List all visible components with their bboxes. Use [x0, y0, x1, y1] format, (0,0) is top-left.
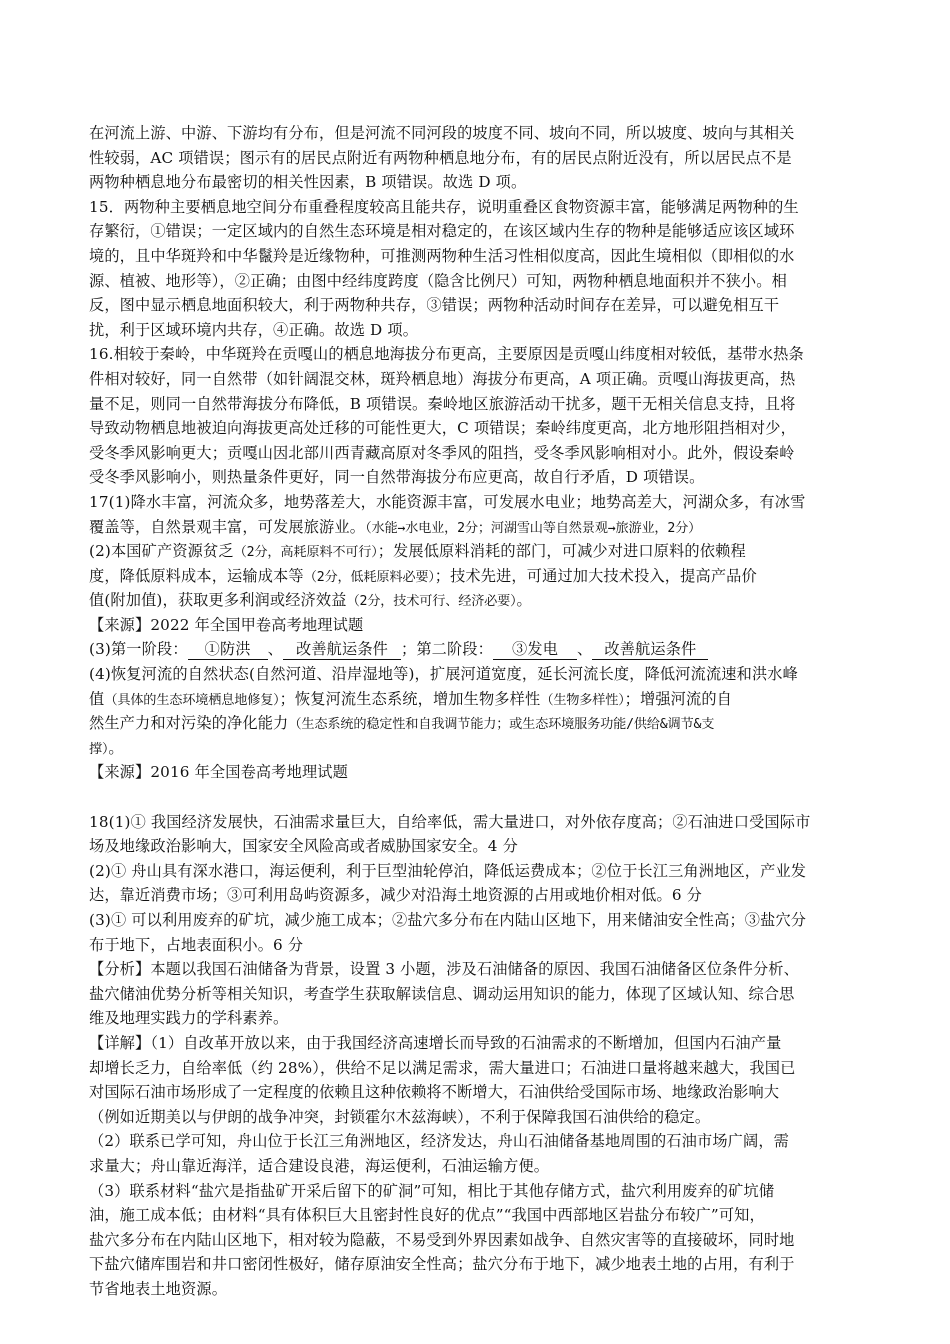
detail-line: 【详解】（1）自改革开放以来，由于我国经济高速增长而导致的石油需求的不断增加，但国内石油产量 [89, 1033, 782, 1052]
text-line: 场及地缘政治影响大，国家安全风险高或者威胁国家安全。4 分 [89, 837, 518, 856]
answer-text: ；增强河流的自 [624, 689, 733, 708]
text-line: 受冬季风影响小，则热量条件更好，同一自然带海拔分布应更高，故自行矛盾，D 项错误。 [89, 468, 705, 487]
scoring-note: （生态系统的稳定性和自我调节能力；或生态环境服务功能/供给&调节&支 [288, 717, 715, 733]
text-line: 布于地下，占地表面积小。6 分 [89, 935, 304, 954]
text-line [89, 687, 867, 712]
answer-text: (2)本国矿产资源贫乏 [89, 542, 234, 561]
answer-text: ；发展低原料消耗的部门，可减少对进口原料的依赖程 [377, 542, 746, 561]
detail-line: 求量大；舟山靠近海洋，适合建设良港，海运便利，石油运输方便。 [89, 1156, 550, 1175]
text-line: 在河流上游、中游、下游均有分布，但是河流不同河段的坡度不同、坡向不同，所以坡度、坡向与其相关 [89, 124, 795, 142]
analysis-line: 【分析】本题以我国石油储备为背景，设置 3 小题，涉及石油储备的原因、我国石油储备区位条件分析、 [89, 960, 799, 979]
scoring-note: （具体的生态环境栖息地修复） [104, 692, 280, 708]
detail-line: （2）联系已学可知，舟山位于长江三角洲地区，经济发达，舟山石油储备基地周围的石油市场广阔，需 [89, 1132, 789, 1151]
answer-text: ；第二阶段： [401, 640, 494, 659]
answer-text: 、 [577, 640, 593, 659]
text-line: 16.相较于秦岭，中华斑羚在贡嘎山的栖息地海拔分布更高，主要原因是贡嘎山纬度相对较低，基带水热条 [89, 345, 804, 364]
scoring-note: （2分，低耗原料必要） [303, 569, 435, 585]
text-line: (4)恢复河流的自然状态(自然河道、沿岸湿地等)，扩展河道宽度，延长河流长度，降低河流流速和洪水峰 [89, 665, 798, 684]
answer-text: 值(附加值)，获取更多利润或经济效益 [89, 591, 347, 610]
text-line: 存繁衍，①错误；一定区域内的自然生态环境是相对稳定的，在该区域内生存的物种是能够适应该区域环 [89, 222, 795, 241]
answer-text: 值 [89, 689, 105, 708]
text-line: 两物种栖息地分布最密切的相关性因素，B 项错误。故选 D 项。 [89, 173, 527, 192]
answer-text: 度，降低原料成本，运输成本等 [89, 566, 304, 585]
text-line: 源、植被、地形等），②正确；由图中经纬度跨度（隐含比例尺）可知，两物种栖息地面积并不狭小。相 [89, 271, 787, 290]
answer-text: 、 [267, 640, 283, 659]
text-line: 受冬季风影响更大；贡嘎山因北部川西青藏高原对冬季风的阻挡，受冬季风影响相对小。此外，假设秦岭 [89, 443, 795, 462]
text-line: 性较弱，AC 项错误；图示有的居民点附近有两物种栖息地分布，有的居民点附近没有，所以居民点不是 [89, 148, 792, 167]
detail-line: 节省地表土地资源。 [89, 1279, 228, 1298]
text-line [89, 539, 867, 564]
source-label: 【来源】2022 年全国甲卷高考地理试题 [89, 615, 364, 634]
answer-text: (3)第一阶段： [89, 640, 188, 659]
paragraph-q14-continuation [89, 121, 867, 195]
paragraph-q15 [89, 195, 867, 343]
text-line: (2)① 舟山具有深水港口，海运便利，利于巨型油轮停泊，降低运费成本；②位于长江三角洲地区，产业发 [89, 861, 807, 880]
detail-line: 却增长乏力，自给率低（约 28%），供给不足以满足需求，需大量进口；石油进口量将越来越大，我国已 [89, 1058, 796, 1077]
text-line: (3)① 可以利用废弃的矿坑，减少施工成本；②盐穴多分布在内陆山区地下，用来储油安全性高；③盐穴分 [89, 911, 807, 929]
detail-line: （3）联系材料“盐穴是指盐矿开采后留下的矿洞”可知，相比于其他存储方式，盐穴利用废弃的矿坑储 [89, 1181, 775, 1200]
detail-line: 下盐穴储库围岩和井口密闭性极好，储存原油安全性高；盐穴分布于地下，减少地表土地的占用，有利于 [89, 1255, 795, 1274]
text-line: 15．两物种主要栖息地空间分布重叠程度较高且能共存，说明重叠区食物资源丰富，能够满足两物种的生 [89, 197, 799, 216]
text-line: 达，靠近消费市场；③可利用岛屿资源多，减少对沿海土地资源的占用或地价相对低。6 分 [89, 886, 702, 905]
text-line: 扰，利于区域环境内共存，④正确。故选 D 项。 [89, 320, 419, 339]
text-line [89, 515, 867, 540]
text-line: 境的，且中华斑羚和中华鬣羚是近缘物种，可推测两物种生活习性相似度高，因此生境相似（即相似的水 [89, 246, 795, 265]
paragraph-q17 [89, 490, 867, 785]
blank-line [89, 785, 867, 810]
text-line: 件相对较好，同一自然带（如针阔混交林，斑羚栖息地）海拔分布更高，A 项正确。贡嘎山海拔更高，热 [89, 369, 796, 388]
paragraph-q16 [89, 342, 867, 490]
fill-blank: ③发电 [493, 640, 577, 660]
scoring-note: （2分，技术可行、经济必要） [346, 594, 517, 610]
scoring-note: （2分，高耗原料不可行） [233, 545, 378, 561]
text-line [89, 588, 867, 613]
text-line: 17(1)降水丰富，河流众多，地势落差大，水能资源丰富，可发展水电业；地势高差大，河湖众多，有冰雪 [89, 492, 806, 511]
paragraph-q18 [89, 810, 867, 1302]
text-line [89, 711, 867, 736]
answer-text: 。 [516, 591, 532, 610]
detail-line: 对国际石油市场形成了一定程度的依赖且这种依赖将不断增大，石油供给受国际市场、地缘政治影响大 [89, 1083, 780, 1102]
text-line [89, 564, 867, 589]
detail-line: 盐穴多分布在内陆山区地下，相对较为隐蔽，不易受到外界因素如战争、自然灾害等的直接破坏，同时地 [89, 1230, 795, 1249]
text-line: 18(1)① 我国经济发展快，石油需求量巨大，自给率低，需大量进口，对外依存度高；②石油进口受国际市 [89, 812, 811, 831]
source-label: 【来源】2016 年全国卷高考地理试题 [89, 763, 348, 782]
detail-line: 油，施工成本低；由材料“具有体积巨大且密封性良好的优点”“我国中西部地区岩盐分布较广”可知， [89, 1206, 765, 1225]
document-page [89, 121, 867, 1302]
fill-blank: 改善航运条件 [592, 640, 708, 660]
text-line: 反，图中显示栖息地面积较大，利于两物种共存，③错误；两物种活动时间存在差异，可以避免相互干 [89, 296, 780, 315]
answer-text: ；恢复河流生态系统，增加生物多样性 [279, 689, 541, 708]
answer-text: 。 [108, 738, 124, 757]
scoring-note: （水能→水电业，2分；河湖雪山等自然景观→旅游业，2分） [365, 520, 702, 536]
fill-blank: 改善航运条件 [283, 640, 401, 660]
analysis-line: 维及地理实践力的学科素养。 [89, 1009, 289, 1028]
text-line: 导致动物栖息地被迫向海拔更高处迁移的可能性更大，C 项错误；秦岭纬度更高，北方地形阻挡相对少， [89, 419, 796, 438]
fill-blank: ①防洪 [188, 640, 268, 660]
scoring-note: 撑） [89, 741, 109, 757]
answer-text: ；技术先进，可通过加大技术投入，提高产品价 [434, 566, 757, 585]
answer-text: 然生产力和对污染的净化能力 [89, 714, 289, 733]
text-line [89, 736, 867, 761]
text-line [89, 637, 867, 662]
scoring-note: （生物多样性） [540, 692, 625, 708]
answer-text: 覆盖等，自然景观丰富，可发展旅游业。 [89, 517, 366, 536]
detail-line: （例如近期美以与伊朗的战争冲突，封锁霍尔木兹海峡），不利于保障我国石油供给的稳定。 [89, 1107, 711, 1126]
text-line: 量不足，则同一自然带海拔分布降低，B 项错误。秦岭地区旅游活动干扰多，题干无相关信息支持，且将 [89, 394, 796, 413]
analysis-line: 盐穴储油优势分析等相关知识，考查学生获取解读信息、调动运用知识的能力，体现了区域认知、综合思 [89, 984, 795, 1003]
